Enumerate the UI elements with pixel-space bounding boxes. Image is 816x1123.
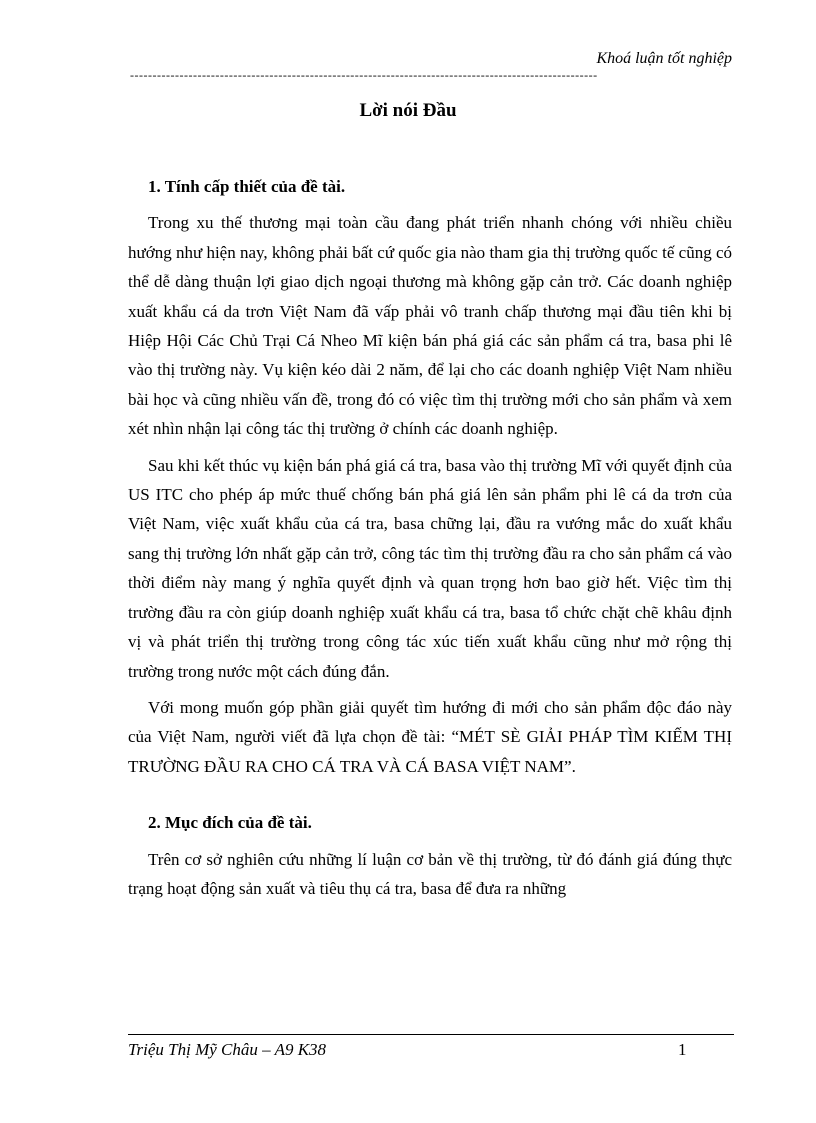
document-body [128, 172, 732, 910]
section-spacer [128, 788, 732, 808]
paragraph: Với mong muốn góp phần giải quyết tìm hướng đi mới cho sản phẩm độc đáo này của Việt Nam, người viết đã lựa chọn đề tài: “MÉT SÈ GIẢI PHÁP TÌM KIẾM THỊ TRƯỜNG ĐẦU RA CHO CÁ TRA VÀ CÁ BASA VIỆT NAM”. [128, 697, 732, 776]
paragraph: Trên cơ sở nghiên cứu những lí luận cơ bản về thị trường, từ đó đánh giá đúng thực trạng hoạt động sản xuất và tiêu thụ cá tra, basa để đưa ra những [128, 849, 732, 898]
page-number: 1 [678, 1040, 687, 1059]
page-title: Lời nói Đầu [359, 100, 457, 121]
section-heading-2: 2. Mục đích của đề tài. [148, 813, 312, 833]
footer-rule [128, 1034, 734, 1035]
section-heading-1: 1. Tính cấp thiết của đề tài. [148, 177, 346, 196]
footer-author: Triệu Thị Mỹ Châu – A9 K38 [128, 1040, 327, 1059]
paragraph: Sau khi kết thúc vụ kiện bán phá giá cá tra, basa vào thị trường Mĩ với quyết định của US ITC cho phép áp mức thuế chống bán phá giá lên sản phẩm phi lê cá da trơn của Việt Nam, việc xuất khẩu của cá tra, basa chững lại, đầu ra vướng mắc do xuất khẩu sang thị trường lớn nhất gặp cản trở, công tác tìm thị trường đầu ra cho sản phẩm cá vào thời điểm này mang ý nghĩa quyết định và quan trọng hơn bao giờ hết. Việc tìm thị trường đầu ra còn giúp doanh nghiệp xuất khẩu cá tra, basa tổ chức chặt chẽ khâu định vị và phát triển thị trường trong công tác xúc tiến xuất khẩu cũng như mở rộng thị trường trong nước một cách đúng đắn. [128, 455, 732, 681]
paragraph: Trong xu thế thương mại toàn cầu đang phát triển nhanh chóng với nhiều chiều hướng như hiện nay, không phải bất cứ quốc gia nào tham gia thị trường quốc tế cũng có thể dễ dàng thuận lợi giao dịch ngoại thương mà không gặp cản trở. Các doanh nghiệp xuất khẩu cá da trơn Việt Nam đã vấp phải vô tranh chấp thương mại đầu tiên khi bị Hiệp Hội Các Chủ Trại Cá Nheo Mĩ kiện bán phá giá các sản phẩm cá tra, basa phi lê vào thị trường này. Vụ kiện kéo dài 2 năm, để lại cho các doanh nghiệp Việt Nam nhiều bài học và cũng nhiều vấn đề, trong đó có việc tìm thị trường mới cho sản phẩm và xem xét nhìn nhận lại công tác thị trường ở chính các doanh nghiệp. [128, 213, 732, 439]
header-title: Khoá luận tốt nghiệp [596, 50, 732, 67]
header-rule: -------------------------------------------------------------------------------------------------------- [130, 68, 598, 82]
